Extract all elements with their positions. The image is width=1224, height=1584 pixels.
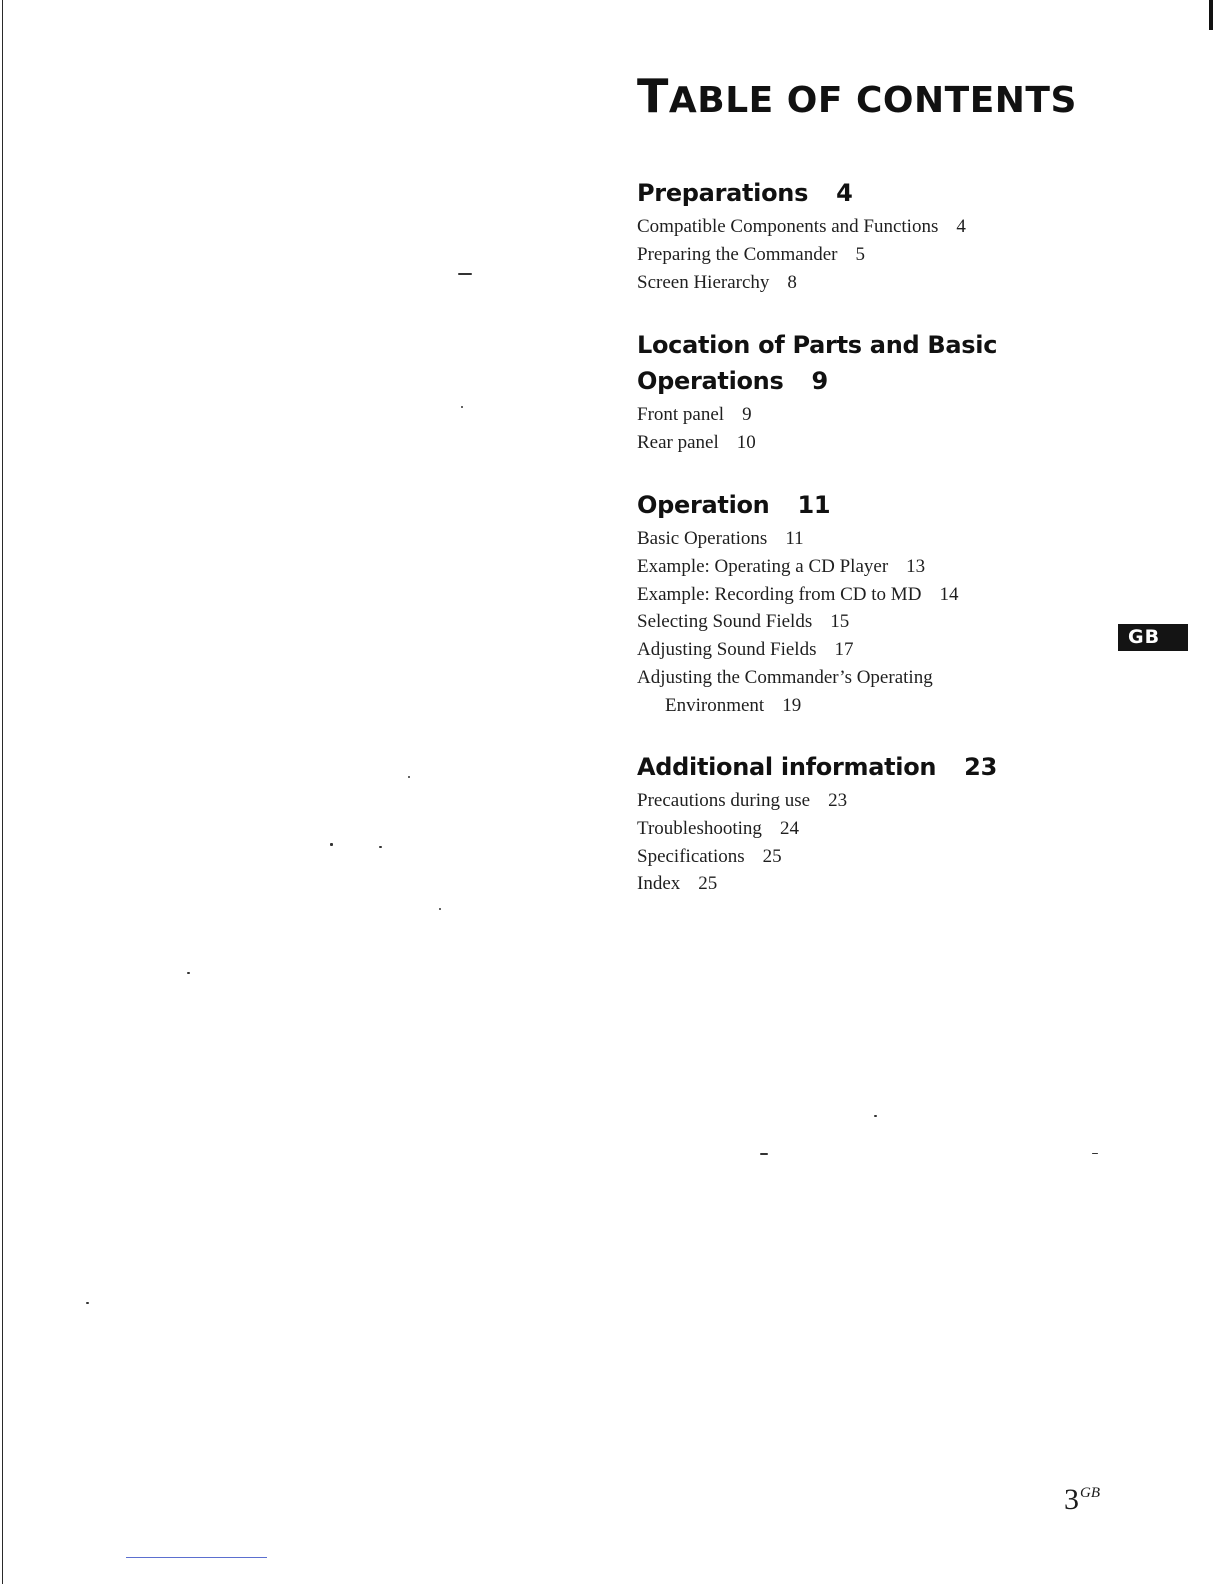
toc-entry[interactable] — [637, 553, 1117, 581]
scan-speck — [330, 843, 333, 846]
section-heading[interactable] — [637, 749, 1117, 785]
section-heading[interactable] — [637, 327, 1117, 399]
section-title: Preparations — [637, 179, 809, 207]
toc-entry[interactable] — [637, 269, 1117, 297]
entry-page: 15 — [830, 611, 850, 633]
entry-page: 9 — [742, 404, 752, 425]
title-rest: ABLE OF CONTENTS — [668, 80, 1077, 121]
page-title — [637, 60, 1117, 137]
entry-page: 25 — [698, 873, 718, 895]
toc-entry[interactable] — [637, 581, 1117, 609]
entry-label: Selecting Sound Fields — [637, 611, 813, 633]
scan-speck — [760, 1153, 768, 1155]
entry-label: Environment — [665, 694, 765, 716]
page-number-value: 3 — [1064, 1483, 1079, 1516]
page-number — [1064, 1483, 1100, 1517]
entry-page: 24 — [779, 817, 799, 839]
entry-list — [637, 213, 1117, 296]
page-number-suffix: GB — [1080, 1485, 1100, 1501]
scan-speck — [458, 273, 472, 275]
scan-speck — [874, 1115, 877, 1117]
section-page: 9 — [811, 367, 828, 395]
section-page: 11 — [797, 491, 831, 519]
entry-page: 17 — [834, 639, 854, 661]
toc-entry[interactable] — [637, 843, 1117, 871]
scan-speck — [187, 972, 190, 974]
entry-label: Compatible Components and Functions — [637, 216, 939, 237]
entry-list — [637, 787, 1117, 898]
toc-entry[interactable] — [637, 429, 1117, 457]
scan-speck — [408, 776, 410, 778]
table-of-contents-title — [637, 60, 1117, 137]
section-title: Operation — [637, 491, 770, 519]
toc-entry[interactable] — [637, 664, 1117, 692]
entry-label: Screen Hierarchy — [637, 271, 770, 293]
entry-label: Example: Operating a CD Player — [637, 555, 889, 577]
entry-page: 13 — [906, 555, 926, 577]
entry-label: Specifications — [637, 845, 745, 867]
section-title-line1: Location of Parts and Basic — [637, 331, 998, 359]
entry-page: 8 — [787, 271, 797, 293]
entry-label: Precautions during use — [637, 790, 811, 811]
scan-edge-left — [2, 0, 3, 1584]
entry-label: Index — [637, 873, 681, 895]
entry-label: Example: Recording from CD to MD — [637, 583, 922, 605]
entry-label: Preparing the Commander — [637, 243, 838, 265]
toc-entry[interactable] — [637, 213, 1117, 241]
scan-bottom-line — [126, 1557, 267, 1558]
toc-entry[interactable] — [637, 787, 1117, 815]
toc-entry[interactable] — [637, 608, 1117, 636]
entry-page: 19 — [782, 694, 802, 716]
entry-page: 10 — [736, 431, 756, 453]
toc-section-location-of-parts — [637, 327, 1117, 457]
entry-page: 25 — [762, 845, 782, 867]
scan-speck — [461, 406, 463, 408]
scan-speck — [86, 1302, 89, 1304]
entry-label: Troubleshooting — [637, 817, 762, 839]
language-tab-gb: GB — [1118, 624, 1188, 651]
section-title: Additional information — [637, 753, 937, 781]
toc-entry[interactable] — [637, 815, 1117, 843]
entry-label: Adjusting Sound Fields — [637, 639, 817, 661]
entry-page: 11 — [785, 528, 804, 549]
toc-entry[interactable] — [637, 525, 1117, 553]
toc-entry[interactable] — [637, 636, 1117, 664]
toc-entry[interactable] — [637, 241, 1117, 269]
entry-page: 4 — [956, 216, 966, 237]
section-heading[interactable] — [637, 487, 1117, 523]
toc-section-additional-information — [637, 749, 1117, 898]
section-heading[interactable] — [637, 175, 1117, 211]
entry-list — [637, 525, 1117, 720]
section-title: Operations — [637, 367, 784, 395]
entry-page: 5 — [855, 243, 866, 265]
entry-page: 14 — [939, 583, 959, 605]
title-initial: T — [637, 69, 669, 123]
entry-list — [637, 401, 1117, 457]
entry-label: Front panel — [637, 404, 725, 425]
toc-entry[interactable] — [637, 401, 1117, 429]
toc-section-operation — [637, 487, 1117, 720]
scan-speck — [379, 846, 382, 848]
toc-section-preparations — [637, 175, 1117, 296]
scan-speck — [1092, 1153, 1098, 1154]
toc-entry[interactable] — [637, 870, 1117, 898]
entry-label: Rear panel — [637, 431, 719, 453]
section-page: 23 — [964, 753, 997, 781]
toc-entry-continued[interactable] — [637, 692, 1117, 720]
scan-speck — [439, 908, 441, 910]
scan-edge-right — [1209, 0, 1213, 30]
entry-label: Adjusting the Commander’s Operating — [637, 666, 933, 688]
section-page: 4 — [836, 179, 853, 207]
entry-label: Basic Operations — [637, 528, 768, 549]
entry-page: 23 — [828, 790, 848, 811]
